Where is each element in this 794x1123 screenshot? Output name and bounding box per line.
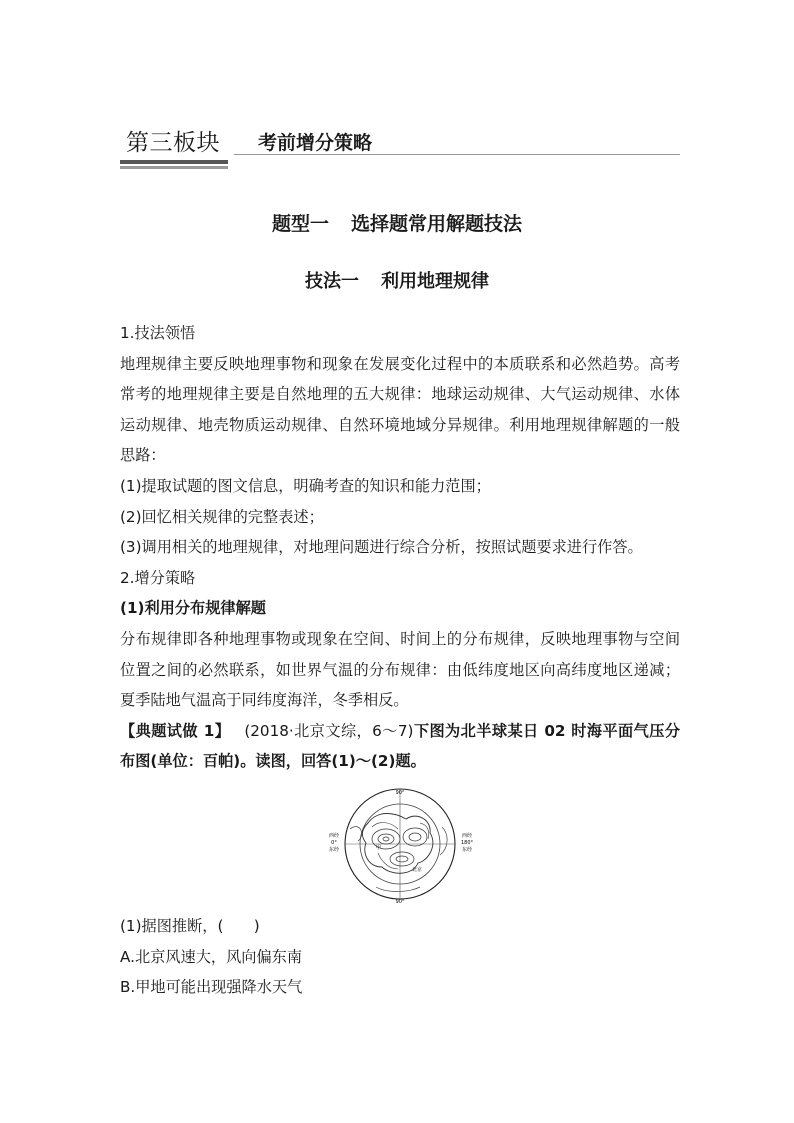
section-2-subtitle: (1)利用分布规律解题 (120, 599, 266, 618)
isobar (390, 852, 414, 866)
step-3: (3)调用相关的地理规律，对地理问题进行综合分析，按照试题要求进行作答。 (120, 538, 643, 557)
label-city: 北京 (412, 866, 423, 873)
isobar (403, 828, 427, 846)
pressure-map-figure (120, 783, 680, 905)
label-left-2: 0° (331, 839, 337, 846)
example-tag: 【典题试做 1】 (120, 721, 231, 740)
coastline (350, 826, 447, 891)
label-right-2: 180° (460, 839, 474, 846)
example-prompt (120, 716, 680, 777)
section-1-paragraph: 地理规律主要反映地理事物和现象在发展变化过程中的本质联系和必然趋势。高考常考的地理规律主要是自然地理的五大规律：地球运动规律、大气运动规律、水体运动规律、地壳物质运动规律、自然环境地域分异规律。利用地理规律解题的一般思路： (120, 354, 680, 465)
section-1-title: 1.技法领悟 (120, 324, 196, 342)
label-left-3: 东经 (328, 846, 340, 853)
step-2: (2)回忆相关规律的完整表述； (120, 507, 324, 526)
document-body (120, 318, 680, 1003)
section-divider (234, 154, 680, 155)
isobar (383, 837, 389, 841)
label-bottom: 90° (395, 898, 405, 905)
page-subtitle (0, 268, 794, 296)
pressure-map-svg (320, 783, 480, 905)
title-part-2: 选择题常用解题技法 (351, 213, 523, 235)
isobar (378, 834, 394, 844)
label-right-1: 西经 (461, 832, 473, 839)
label-top: 90° (395, 789, 405, 796)
section-subtitle: 考前增分策略 (258, 132, 373, 154)
option-a: A.北京风速大，风向偏东南 (120, 947, 303, 966)
example-text: 下图为北半球某日 02 时海平面气压分布图(单位：百帕)。读图，回答(1)～(2)题。 (120, 721, 681, 771)
example-source: (2018·北京文综，6～7) (244, 721, 414, 740)
subtitle-part-2: 利用地理规律 (381, 271, 489, 292)
section-tab: 第三板块 (120, 126, 228, 164)
page-title (0, 210, 794, 238)
section-header (120, 122, 680, 164)
label-right-3: 东经 (461, 846, 473, 853)
step-1: (1)提取试题的图文信息，明确考查的知识和能力范围； (120, 476, 491, 495)
title-part-1: 题型一 (271, 213, 329, 235)
label-jia: 甲 (376, 844, 382, 851)
isobar (409, 833, 421, 841)
section-2-title: 2.增分策略 (120, 568, 196, 587)
option-b: B.甲地可能出现强降水天气 (120, 978, 303, 997)
isobar (396, 856, 408, 862)
section-2-paragraph: 分布规律即各种地理事物或现象在空间、时间上的分布规律，反映地理事物与空间位置之间的必然联系，如世界气温的分布规律：由低纬度地区向高纬度地区递减；夏季陆地气温高于同纬度海洋，冬季相反。 (120, 629, 680, 710)
question-1: (1)据图推断，( ) (120, 916, 260, 935)
label-left-1: 西经 (328, 832, 340, 839)
subtitle-part-1: 技法一 (305, 271, 359, 292)
